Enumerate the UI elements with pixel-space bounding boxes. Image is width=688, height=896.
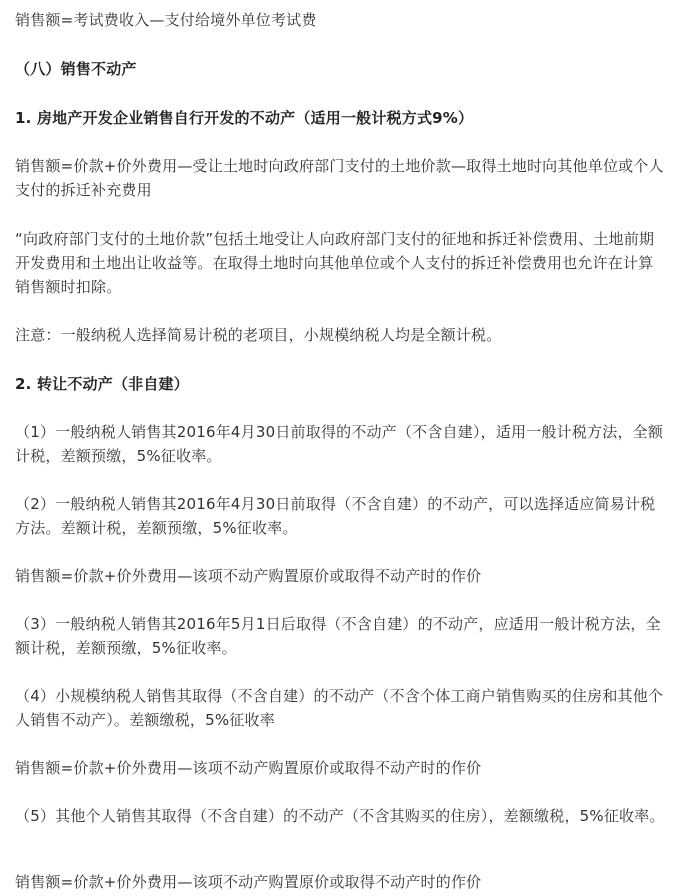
paragraph-exam-fee-formula: 销售额=考试费收入—支付给境外单位考试费 — [15, 11, 317, 29]
paragraph-item-5: （5）其他个人销售其取得（不含自建）的不动产（不含其购买的住房），差额缴税，5%征收率。 — [15, 807, 665, 825]
paragraph-formula-a: 销售额=价款+价外费用—该项不动产购置原价或取得不动产时的作价 — [15, 567, 482, 585]
paragraph-item-4: （4）小规模纳税人销售其取得（不含自建）的不动产（不含个体工商户销售购买的住房和其他个人销售不动产）。差额缴税，5%征收率 — [15, 687, 664, 729]
paragraph-land-price-definition: “向政府部门支付的土地价款”包括土地受让人向政府部门支付的征地和拆迁补偿费用、土地前期开发费用和土地出让收益等。在取得土地时向其他单位或个人支付的拆迁补偿费用也允许在计算销售额时扣除。 — [15, 230, 655, 296]
paragraph-item-1: （1）一般纳税人销售其2016年4月30日前取得的不动产（不含自建），适用一般计税方法，全额计税，差额预缴，5%征收率。 — [15, 423, 664, 465]
paragraph-note: 注意：一般纳税人选择简易计税的老项目，小规模纳税人均是全额计税。 — [15, 326, 502, 344]
paragraph-formula-c: 销售额=价款+价外费用—该项不动产购置原价或取得不动产时的作价 — [15, 873, 482, 891]
subheading-transfer-real-estate: 2. 转让不动产（非自建） — [15, 375, 189, 393]
subheading-developer-sales: 1. 房地产开发企业销售自行开发的不动产（适用一般计税方式9%） — [15, 109, 474, 127]
paragraph-item-3: （3）一般纳税人销售其2016年5月1日后取得（不含自建）的不动产，应适用一般计税方法，全额计税，差额预缴，5%征收率。 — [15, 615, 661, 657]
section-heading-real-estate-sales: （八）销售不动产 — [15, 60, 137, 78]
paragraph-item-2: （2）一般纳税人销售其2016年4月30日前取得（不含自建）的不动产，可以选择适应简易计税方法。差额计税，差额预缴，5%征收率。 — [15, 495, 656, 537]
paragraph-developer-formula: 销售额=价款+价外费用—受让土地时向政府部门支付的土地价款—取得土地时向其他单位或个人支付的拆迁补充费用 — [15, 157, 664, 199]
paragraph-formula-b: 销售额=价款+价外费用—该项不动产购置原价或取得不动产时的作价 — [15, 759, 482, 777]
